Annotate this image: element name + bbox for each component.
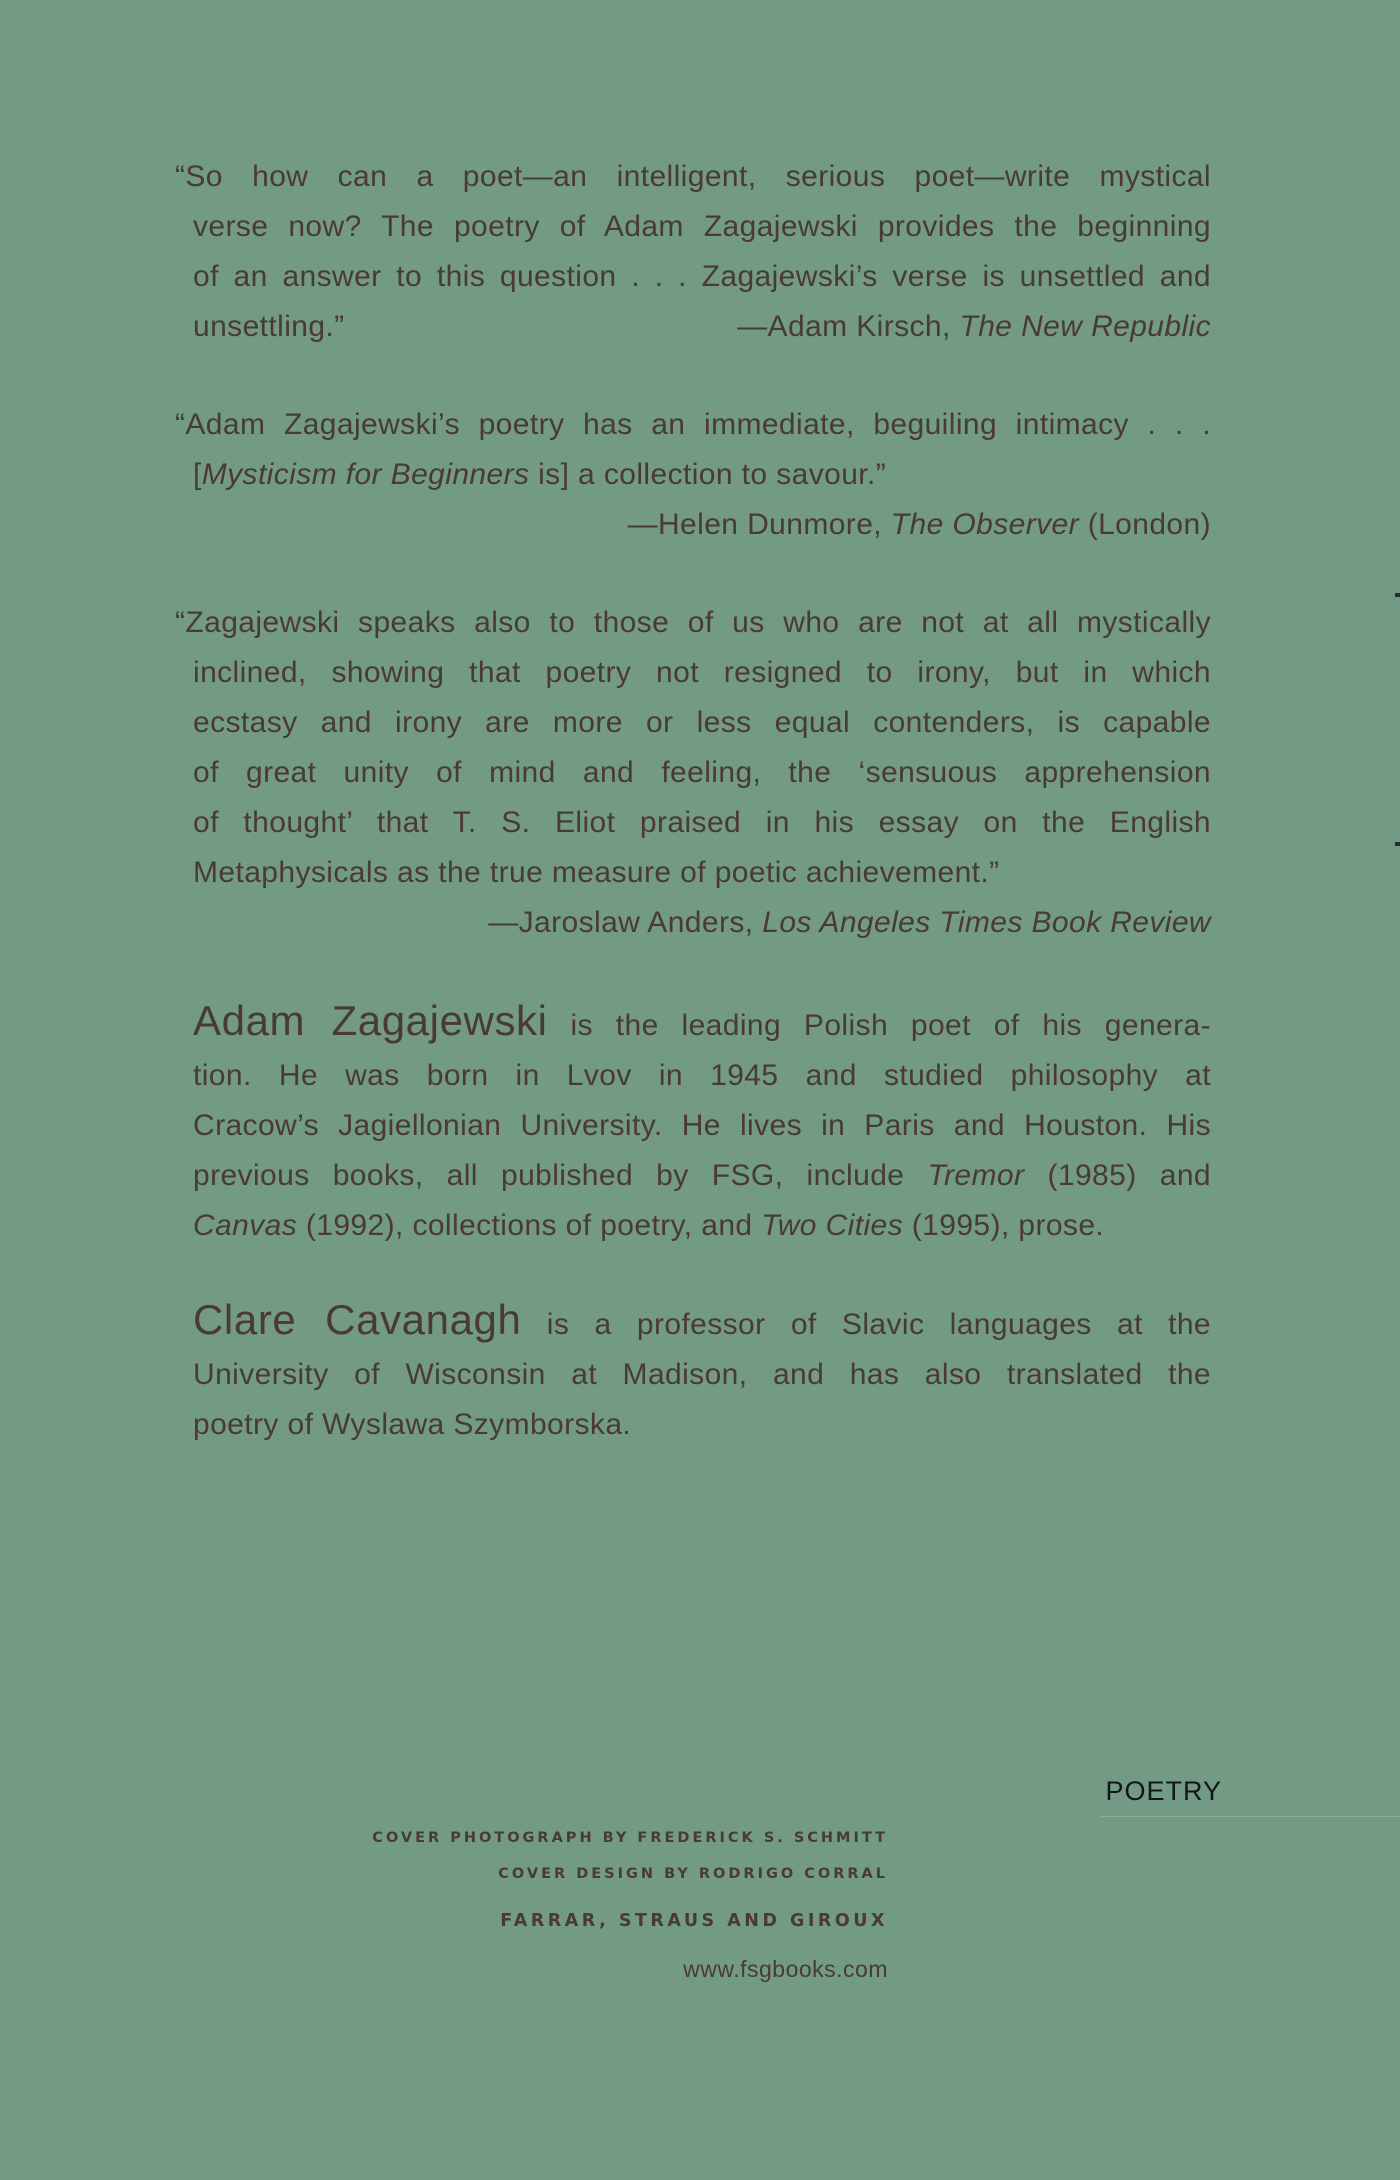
bio-line: University of Wisconsin at Madison, and has also translated the: [193, 1358, 1211, 1391]
bio-line: Clare Cavanagh is a professor of Slavic languages at the: [193, 1296, 1211, 1343]
quote-source: The New Republic: [959, 310, 1211, 343]
quote-attribution: —Jaroslaw Anders, Los Angeles Times Book Review: [488, 906, 1211, 939]
edge-tick-mark: [1395, 593, 1400, 597]
quote-line: of great unity of mind and feeling, the ‘sensuous apprehension: [193, 756, 1211, 789]
quote-attribution: —Adam Kirsch, The New Republic: [737, 310, 1211, 343]
quote-line: Metaphysicals as the true measure of poetic achievement.”: [193, 856, 1000, 889]
cover-credits: [372, 1820, 888, 1984]
book-title: Canvas: [193, 1209, 298, 1242]
quote-line: “Adam Zagajewski’s poetry has an immediate, beguiling intimacy . . .: [175, 408, 1211, 441]
book-title: Tremor: [927, 1159, 1025, 1192]
publisher-url: www.fsgbooks.com: [683, 1956, 888, 1982]
quote-source: Los Angeles Times Book Review: [762, 906, 1211, 939]
review-quote-anders: [175, 598, 1211, 948]
book-title: Two Cities: [761, 1209, 904, 1242]
bio-line: Cracow’s Jagiellonian University. He lives in Paris and Houston. His: [193, 1109, 1211, 1142]
publisher-name: FARRAR, STRAUS AND GIROUX: [500, 1911, 888, 1931]
quote-line: of an answer to this question . . . Zagajewski’s verse is unsettled and: [193, 260, 1211, 293]
quote-source: The Observer: [890, 508, 1079, 541]
quote-line: “Zagajewski speaks also to those of us who are not at all mystically: [175, 606, 1211, 639]
genre-divider: [1100, 1816, 1400, 1817]
quote-last-line-with-attribution: [175, 302, 1211, 352]
genre-label: POETRY: [1105, 1776, 1222, 1806]
photo-credit: COVER PHOTOGRAPH BY FREDERICK S. SCHMITT: [372, 1830, 888, 1846]
quote-attribution: —Helen Dunmore, The Observer (London): [627, 508, 1211, 541]
review-quote-kirsch: [175, 152, 1211, 352]
quote-line: inclined, showing that poetry not resigned to irony, but in which: [193, 656, 1211, 689]
review-quote-dunmore: [175, 400, 1211, 550]
translator-bio: [193, 1295, 1211, 1450]
quote-line: ecstasy and irony are more or less equal contenders, is capable: [193, 706, 1211, 739]
quote-line: “So how can a poet—an intelligent, serious poet—write mystical: [175, 160, 1211, 193]
quote-line: of thought’ that T. S. Eliot praised in his essay on the English: [193, 806, 1211, 839]
book-title: Mysticism for Beginners: [201, 458, 530, 491]
bio-line: tion. He was born in Lvov in 1945 and studied philosophy at: [193, 1059, 1211, 1092]
quote-line: [Mysticism for Beginners is] a collection to savour.”: [193, 458, 887, 491]
design-credit: COVER DESIGN BY RODRIGO CORRAL: [498, 1866, 888, 1882]
bio-line: previous books, all published by FSG, include Tremor (1985) and: [193, 1159, 1211, 1192]
author-name: Adam Zagajewski: [193, 997, 548, 1044]
author-bio: [193, 996, 1211, 1251]
edge-tick-mark: [1395, 842, 1400, 846]
bio-line: Adam Zagajewski is the leading Polish poet of his genera-: [193, 997, 1211, 1044]
translator-name: Clare Cavanagh: [193, 1296, 522, 1343]
bio-line: poetry of Wyslawa Szymborska.: [193, 1408, 632, 1441]
quote-line: verse now? The poetry of Adam Zagajewski provides the beginning: [193, 210, 1211, 243]
bio-line: Canvas (1992), collections of poetry, and Two Cities (1995), prose.: [193, 1209, 1105, 1242]
quote-line: unsettling.”: [193, 310, 345, 343]
